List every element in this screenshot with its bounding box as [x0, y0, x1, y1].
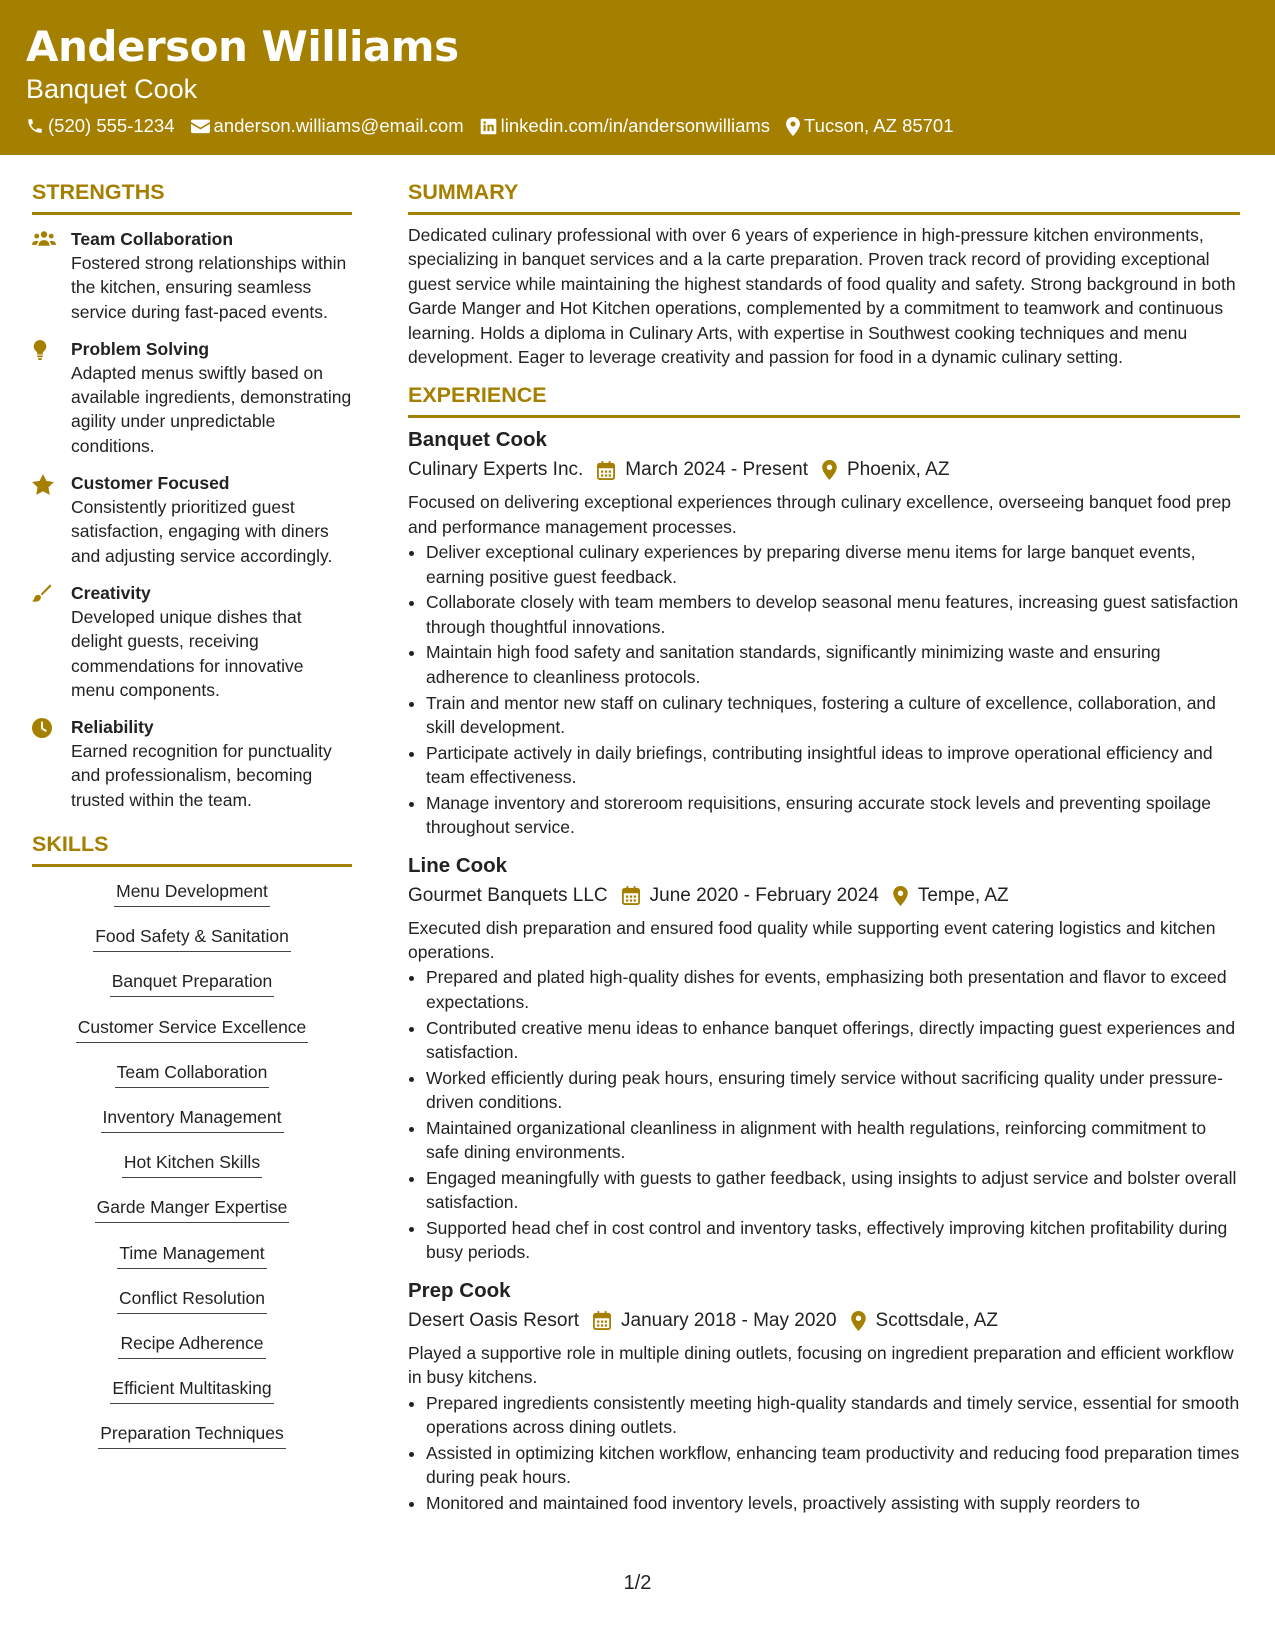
bullet-item: • Train and mentor new staff on culinary techniques, fostering a culture of excellence, collaboration, and skill development. — [426, 691, 1240, 740]
job-title: Banquet Cook — [408, 428, 547, 452]
candidate-name: Anderson Williams — [26, 22, 459, 71]
strength-desc: Fostered strong relationships within the kitchen, ensuring seamless service during fast-paced events. — [71, 253, 347, 322]
strength-item — [32, 337, 352, 458]
job-title: Prep Cook — [408, 1278, 511, 1302]
email-link[interactable]: anderson.williams@email.com — [213, 115, 464, 136]
bullet-item: • Assisted in optimizing kitchen workflow, enhancing team productivity and reducing food preparation times during peak hours. — [426, 1441, 1240, 1490]
job-meta — [408, 882, 1240, 910]
strength-name: Creativity — [71, 582, 151, 603]
skill-tag: Inventory Management — [101, 1105, 284, 1133]
job-entry — [408, 1277, 1240, 1515]
strength-name: Customer Focused — [71, 473, 230, 494]
strength-desc: Developed unique dishes that delight guests, receiving commendations for innovative menu components. — [71, 606, 304, 700]
location-text: Tucson, AZ 85701 — [804, 115, 954, 136]
linkedin-link[interactable]: linkedin.com/in/andersonwilliams — [500, 115, 771, 136]
lightbulb-icon — [32, 340, 48, 360]
skill-tag: Customer Service Excellence — [76, 1015, 309, 1043]
linkedin-icon — [480, 118, 497, 135]
strength-item — [32, 581, 352, 702]
right-column — [408, 178, 1240, 1527]
job-entry — [408, 426, 1240, 839]
bullet-item: • Contributed creative menu ideas to enhance banquet offerings, directly impacting guest experiences and satisfaction. — [426, 1016, 1240, 1065]
paintbrush-icon — [32, 584, 52, 604]
map-pin-icon — [851, 1311, 866, 1331]
job-dates: March 2024 - Present — [625, 459, 808, 481]
job-meta — [408, 1307, 1240, 1335]
strength-name: Problem Solving — [71, 338, 210, 359]
bullet-item: • Prepared ingredients consistently meeting high-quality standards and timely service, essential for smooth operations across dining outlets. — [426, 1391, 1240, 1440]
job-company: Culinary Experts Inc. — [408, 459, 584, 481]
bullet-item: • Engaged meaningfully with guests to gather feedback, using insights to adjust service and bolster overall satisfaction. — [426, 1166, 1240, 1215]
bullet-item: • Deliver exceptional culinary experiences by preparing diverse menu items for large banquet events, earning positive guest feedback. — [426, 540, 1240, 589]
job-title: Line Cook — [408, 853, 508, 877]
map-pin-icon — [822, 460, 837, 480]
strength-name: Reliability — [71, 717, 154, 738]
calendar-icon — [597, 461, 615, 480]
map-pin-icon — [786, 117, 800, 136]
contact-location — [786, 115, 953, 137]
bullet-item: • Worked efficiently during peak hours, ensuring timely service without sacrificing quality under pressure-driven conditions. — [426, 1066, 1240, 1115]
strength-desc: Consistently prioritized guest satisfaction, engaging with diners and adjusting service accordingly. — [71, 497, 333, 566]
skill-tag: Hot Kitchen Skills — [122, 1150, 262, 1178]
phone-text: (520) 555-1234 — [48, 115, 175, 136]
strength-item — [32, 715, 352, 812]
strength-desc: Adapted menus swiftly based on available ingredients, demonstrating agility under unpredictable conditions. — [71, 362, 352, 456]
job-company: Gourmet Banquets LLC — [408, 884, 608, 906]
summary-text: Dedicated culinary professional with over 6 years of experience in high-pressure kitchen environments, specializing in banquet services and a la carte preparation. Proven track record of providing exceptional guest service while maintaining the highest standards of food quality and safety. Strong background in both Garde Manger and Hot Kitchen operations, complemented by a commitment to teamwork and continuous learning. Holds a diploma in Culinary Arts, with expertise in Southwest cooking techniques and menu development. Eager to leverage creativity and passion for food in a dynamic culinary setting. — [408, 225, 1236, 368]
contact-phone — [26, 115, 175, 137]
skill-tag: Efficient Multitasking — [110, 1376, 273, 1404]
left-column — [32, 178, 352, 1466]
calendar-icon — [622, 886, 640, 905]
job-entry — [408, 852, 1240, 1265]
summary-heading: SUMMARY — [408, 178, 1240, 215]
bullet-item: • Collaborate closely with team members to develop seasonal menu features, increasing guest satisfaction through thoughtful innovations. — [426, 590, 1240, 639]
contact-bar — [26, 115, 970, 137]
skills-heading: SKILLS — [32, 830, 352, 867]
bullet-item: • Manage inventory and storeroom requisitions, ensuring accurate stock levels and preventing spoilage throughout service. — [426, 791, 1240, 840]
resume-header — [0, 0, 1275, 155]
clock-icon — [32, 718, 52, 738]
map-pin-icon — [893, 886, 908, 906]
job-dates: June 2020 - February 2024 — [649, 884, 879, 906]
contact-email[interactable] — [191, 115, 464, 137]
job-description: Played a supportive role in multiple dining outlets, focusing on ingredient preparation and efficient workflow in busy kitchens. — [408, 1342, 1234, 1388]
users-icon — [32, 230, 56, 247]
strength-desc: Earned recognition for punctuality and professionalism, becoming trusted within the team. — [71, 741, 332, 810]
job-location: Tempe, AZ — [917, 884, 1009, 906]
job-company: Desert Oasis Resort — [408, 1309, 580, 1331]
skill-tag: Preparation Techniques — [98, 1421, 286, 1449]
star-icon — [32, 474, 54, 495]
skills-list — [32, 879, 352, 1466]
skill-tag: Food Safety & Sanitation — [93, 924, 291, 952]
bullet-item: • Prepared and plated high-quality dishes for events, emphasizing both presentation and flavor to exceed expectations. — [426, 965, 1240, 1014]
bullet-item: • Maintained organizational cleanliness in alignment with health regulations, reinforcing commitment to safe dining environments. — [426, 1116, 1240, 1165]
strength-item — [32, 227, 352, 324]
skill-tag: Menu Development — [114, 879, 270, 907]
strength-name: Team Collaboration — [71, 229, 234, 249]
skill-tag: Conflict Resolution — [117, 1286, 267, 1314]
job-dates: January 2018 - May 2020 — [621, 1309, 837, 1331]
strengths-heading: STRENGTHS — [32, 178, 352, 215]
job-location: Scottsdale, AZ — [875, 1309, 999, 1331]
bullet-item: • Monitored and maintained food inventory levels, proactively assisting with supply reorders to — [426, 1491, 1240, 1515]
envelope-icon — [191, 118, 210, 134]
phone-icon — [26, 117, 44, 135]
job-location: Phoenix, AZ — [847, 459, 950, 481]
page-number: 1/2 — [623, 1572, 652, 1594]
skill-tag: Time Management — [117, 1241, 266, 1269]
skill-tag: Garde Manger Expertise — [95, 1195, 290, 1223]
candidate-title: Banquet Cook — [26, 74, 198, 104]
bullet-item: • Supported head chef in cost control and inventory tasks, effectively improving kitchen profitability during busy periods. — [426, 1216, 1240, 1265]
skill-tag: Banquet Preparation — [110, 969, 275, 997]
job-description: Executed dish preparation and ensured food quality while supporting event catering logistics and kitchen operations. — [408, 917, 1216, 963]
strength-item — [32, 471, 352, 568]
calendar-icon — [593, 1311, 611, 1330]
skill-tag: Team Collaboration — [115, 1060, 270, 1088]
strengths-list — [32, 227, 352, 812]
bullet-item: • Maintain high food safety and sanitation standards, significantly minimizing waste and ensuring adherence to cleanliness protocols. — [426, 640, 1240, 689]
job-bullets — [408, 965, 1240, 1264]
job-bullets — [408, 540, 1240, 839]
bullet-item: • Participate actively in daily briefings, contributing insightful ideas to improve operational efficiency and team effectiveness. — [426, 741, 1240, 790]
job-meta — [408, 456, 1240, 484]
job-bullets — [408, 1391, 1240, 1516]
contact-linkedin[interactable] — [480, 115, 770, 137]
skill-tag: Recipe Adherence — [118, 1331, 265, 1359]
experience-heading: EXPERIENCE — [408, 381, 1240, 418]
job-description: Focused on delivering exceptional experiences through culinary excellence, overseeing banquet food prep and performance management processes. — [408, 492, 1232, 537]
